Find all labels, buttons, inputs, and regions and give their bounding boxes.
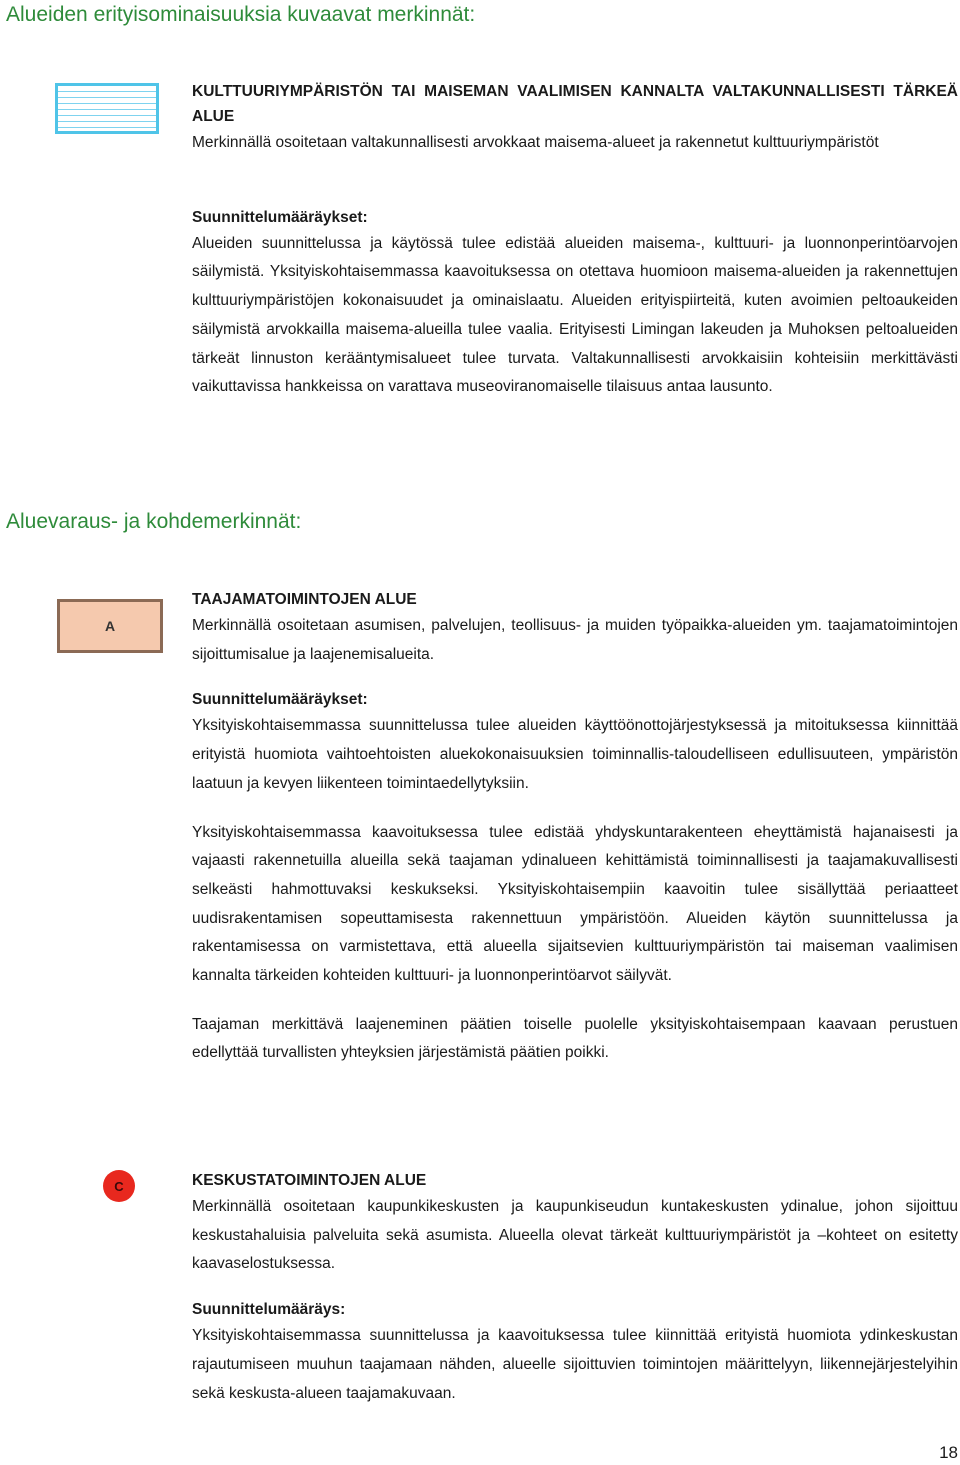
regulation-paragraph: Taajaman merkittävä laajeneminen päätien toiselle puolelle yksityiskohtaisempaan kaavaan perustuen edellyttää turvallisten yhteyksien järjestämistä päätien poikki. — [192, 1015, 958, 1062]
entry-title: KULTTUURIYMPÄRISTÖN TAI MAISEMAN VAALIMISEN KANNALTA VALTAKUNNALLISESTI TÄRKEÄ ALUE — [192, 83, 958, 125]
entry-description: Merkinnällä osoitetaan kaupunkikeskusten ja kaupunkiseudun kuntakeskusten ydinalue, johon sijoittuu keskustahaluisia palveluita sekä asumista. Alueella olevat tärkeät kulttuuriympäristöt ja –kohteet on esitetty kaavaselostuksessa. — [192, 1198, 958, 1273]
regulation-paragraph: Yksityiskohtaisemmassa kaavoituksessa tulee edistää yhdyskuntarakenteen eheyttämistä hajanaisesti ja vajaasti rakennetuilla alueilla sekä taajaman ydinalueen kehittämistä toiminnallisesti ja taajamakuvallisesti selkeästi hahmottuvaksi keskukseksi. Yksityiskohtaisempiin kaavoitin tulee sisällyttää periaatteet uudisrakentamisen sopeuttamisesta rakennettuun ympäristöön. Alueiden käytön suunnittelussa ja rakentamisessa on varmistettava, että alueella sijaitsevien kulttuuriympäristön tai maiseman vaalimisen kannalta tärkeiden kohteiden kulttuuri- ja luonnonperintöarvot säilyvät. — [192, 823, 958, 985]
centre-area-symbol — [103, 1170, 135, 1202]
entry-title: TAAJAMATOIMINTOJEN ALUE — [192, 591, 417, 608]
section-heading-area-reservations: Aluevaraus- ja kohdemerkinnät: — [6, 510, 302, 533]
centre-area-symbol-label: C — [114, 1178, 124, 1194]
regulation-paragraph: Alueiden suunnittelussa ja käytössä tulee edistää alueiden maisema-, kulttuuri- ja luonnonperintöarvojen säilymistä. Yksityiskohtaisemmassa kaavoituksessa on otettava huomioon maisema-alueiden ja rakennettujen kulttuuriympäristöjen kokonaisuudet ja ominaislaatu. Alueiden erityispiirteitä, kuten avoimien peltoaukeiden säilymistä arvokkailla maisema-alueilla tulee vaalia. Erityisesti Limingan lakeuden ja Muhoksen peltoalueiden tärkeät linnuston kerääntymisalueet tulee turvata. Valtakunnallisesti arvokkaisiin kohteisiin merkittävästi vaikuttavissa hankkeissa on varattava museoviranomaiselle tilaisuus antaa lausunto. — [192, 234, 958, 396]
regulation-label: Suunnittelumääräykset: — [192, 208, 368, 226]
entry-title: KESKUSTATOIMINTOJEN ALUE — [192, 1172, 427, 1189]
urban-area-symbol-label: A — [104, 618, 116, 634]
page-number: 18 — [939, 1443, 958, 1462]
entry-description: Merkinnällä osoitetaan asumisen, palvelujen, teollisuus- ja muiden työpaikka-alueiden ym. taajamatoimintojen sijoittumisalue ja laajenemisalueita. — [192, 617, 958, 663]
regulation-paragraph: Yksityiskohtaisemmassa suunnittelussa tulee alueiden käyttöönottojärjestyksessä ja mitoituksessa kiinnittää erityistä huomiota vaihtoehtoisten aluekokonaisuuksien toiminnallis-taloudelliseen edullisuuteen, ympäristön laatuun ja kevyen liikenteen toimintaedellytyksiin. — [192, 717, 958, 792]
entry-landscape-area — [192, 80, 958, 402]
urban-area-symbol — [57, 599, 163, 653]
entry-centre-area — [192, 1168, 958, 1408]
section-heading-special-features: Alueiden erityisominaisuuksia kuvaavat merkinnät: — [6, 3, 476, 26]
entry-description: Merkinnällä osoitetaan valtakunnallisesti arvokkaat maisema-alueet ja rakennetut kulttuuriympäristöt — [192, 134, 879, 151]
landscape-area-symbol — [55, 83, 159, 134]
regulation-label: Suunnittelumääräys: — [192, 1301, 346, 1319]
entry-urban-area — [192, 587, 958, 1068]
regulation-label: Suunnittelumääräykset: — [192, 691, 368, 709]
regulation-paragraph: Yksityiskohtaisemmassa suunnittelussa ja kaavoituksessa tulee kiinnittää erityistä huomiota ydinkeskustan rajautumiseen muuhun taajamaan nähden, alueelle sijoittuvien toimintojen määrittelyyn, liikennejärjestelyihin sekä keskusta-alueen taajamakuvaan. — [192, 1327, 958, 1402]
